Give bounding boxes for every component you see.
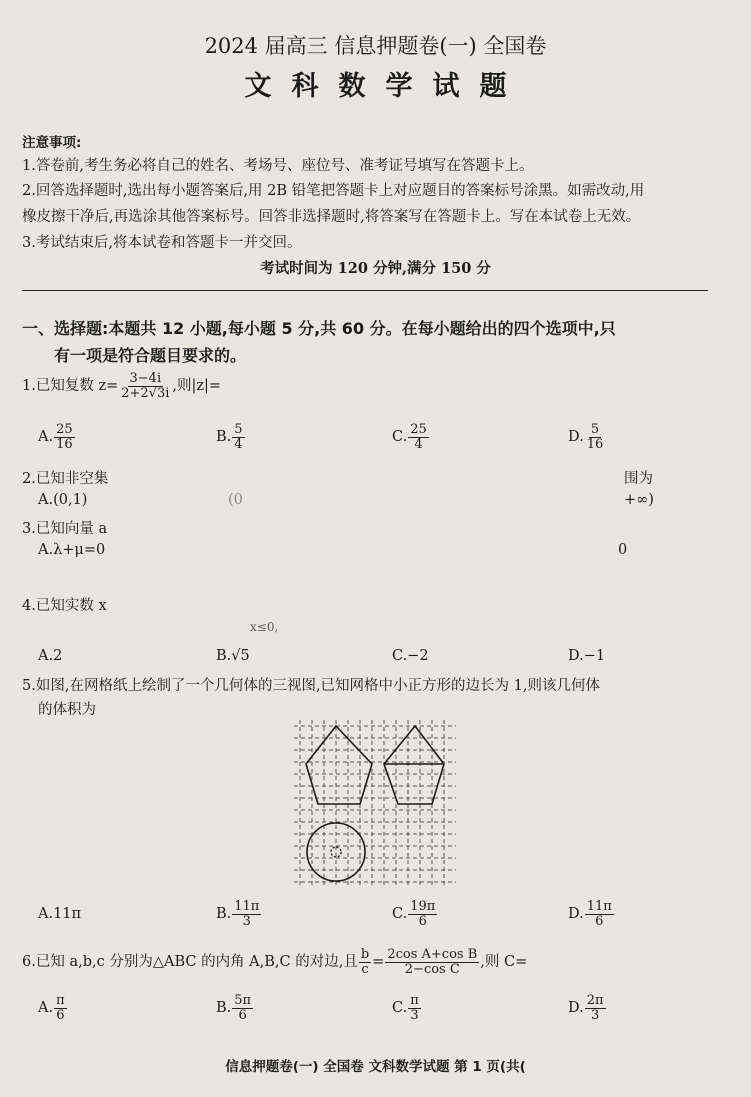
- q1-option-c: C. $\frac{25}{4}$: [392, 422, 427, 452]
- q6-suffix: ,则 C=: [480, 954, 528, 971]
- q3-option-d-fragment: 0: [618, 542, 628, 558]
- q1-num: 3−4i: [129, 371, 162, 386]
- q5-option-b: B. $\frac{11\pi}{3}$: [216, 899, 260, 929]
- divider: [22, 290, 708, 291]
- q4-option-a: A.2: [38, 648, 63, 664]
- q5-option-c: C. $\frac{19\pi}{6}$: [392, 899, 436, 929]
- q5-option-d: D. $\frac{11\pi}{6}$: [568, 899, 612, 929]
- three-view-figure: [290, 718, 460, 898]
- q1-prefix: 1.已知复数 z=: [22, 378, 119, 395]
- q2-option-a: A.(0,1): [38, 492, 88, 508]
- q2-option-b-fragment: (0: [228, 492, 243, 508]
- q4-option-b: B.√5: [216, 648, 250, 664]
- note-2b: 橡皮擦干净后,再选涂其他答案标号。回答非选择题时,将答案写在答题卡上。写在本试卷上无效。: [22, 209, 641, 225]
- q4-option-c: C.−2: [392, 648, 429, 664]
- q6-option-c: C. $\frac{\pi}{3}$: [392, 993, 419, 1023]
- exam-time: 考试时间为 120 分钟,满分 150 分: [260, 260, 491, 277]
- q1-option-d: D. $\frac{5}{16}$: [568, 422, 604, 452]
- q1-fraction: [119, 372, 171, 400]
- q2-option-d-fragment: +∞): [624, 492, 654, 508]
- note-3: 3.考试结束后,将本试卷和答题卡一并交回。: [22, 235, 302, 251]
- q1-suffix: ,则|z|=: [172, 378, 222, 395]
- section-heading-2: 有一项是符合题目要求的。: [54, 346, 247, 365]
- question-4-start: 4.已知实数 x: [22, 598, 107, 614]
- page-footer: 信息押题卷(一) 全国卷 文科数学试题 第 1 页(共(: [225, 1059, 526, 1075]
- q6-option-d: D. $\frac{2\pi}{3}$: [568, 993, 604, 1023]
- note-2a: 2.回答选择题时,选出每小题答案后,用 2B 铅笔把答题卡上对应题目的答案标号涂黑。如需改动,用: [22, 183, 645, 199]
- question-3-start: 3.已知向量 a: [22, 521, 108, 537]
- q1-den: 2+2√3i: [121, 385, 170, 401]
- q1-option-b: B. $\frac{5}{4}$: [216, 422, 243, 452]
- q6-prefix: 6.已知 a,b,c 分别为△ABC 的内角 A,B,C 的对边,且: [22, 954, 358, 971]
- note-1: 1.答卷前,考生务必将自己的姓名、考场号、座位号、准考证号填写在答题卡上。: [22, 158, 534, 174]
- q1-option-a: A. $\frac{25}{16}$: [38, 422, 73, 452]
- notes-heading: 注意事项:: [22, 135, 82, 151]
- q3-option-a: A.λ+μ=0: [38, 542, 106, 558]
- q6-option-b: B. $\frac{5\pi}{6}$: [216, 993, 252, 1023]
- question-2-end: 围为: [624, 471, 653, 487]
- question-5-line1: 5.如图,在网格纸上绘制了一个几何体的三视图,已知网格中小正方形的边长为 1,则该几何体: [22, 678, 600, 694]
- question-1: [22, 372, 221, 400]
- q5-option-a: A.11π: [38, 906, 82, 922]
- paper-title-line2: 文科数学试题: [244, 71, 527, 102]
- question-5-line2: 的体积为: [38, 702, 96, 718]
- q4-option-d: D.−1: [568, 648, 606, 664]
- q4-condition-fragment: x≤0,: [250, 620, 279, 634]
- question-2-start: 2.已知非空集: [22, 471, 109, 487]
- section-heading-1: 一、选择题:本题共 12 小题,每小题 5 分,共 60 分。在每小题给出的四个选项中,只: [22, 319, 616, 338]
- paper-title-line1: 2024 届高三 信息押题卷(一) 全国卷: [204, 34, 547, 58]
- question-6: 6.已知 a,b,c 分别为△ABC 的内角 A,B,C 的对边,且 $\frac{b}{c}$ = $\frac{\text{2cos A+cos B}}{\text{2−cos C}}$ ,则 C=: [22, 947, 528, 977]
- q6-option-a: A. $\frac{\pi}{6}$: [38, 993, 65, 1023]
